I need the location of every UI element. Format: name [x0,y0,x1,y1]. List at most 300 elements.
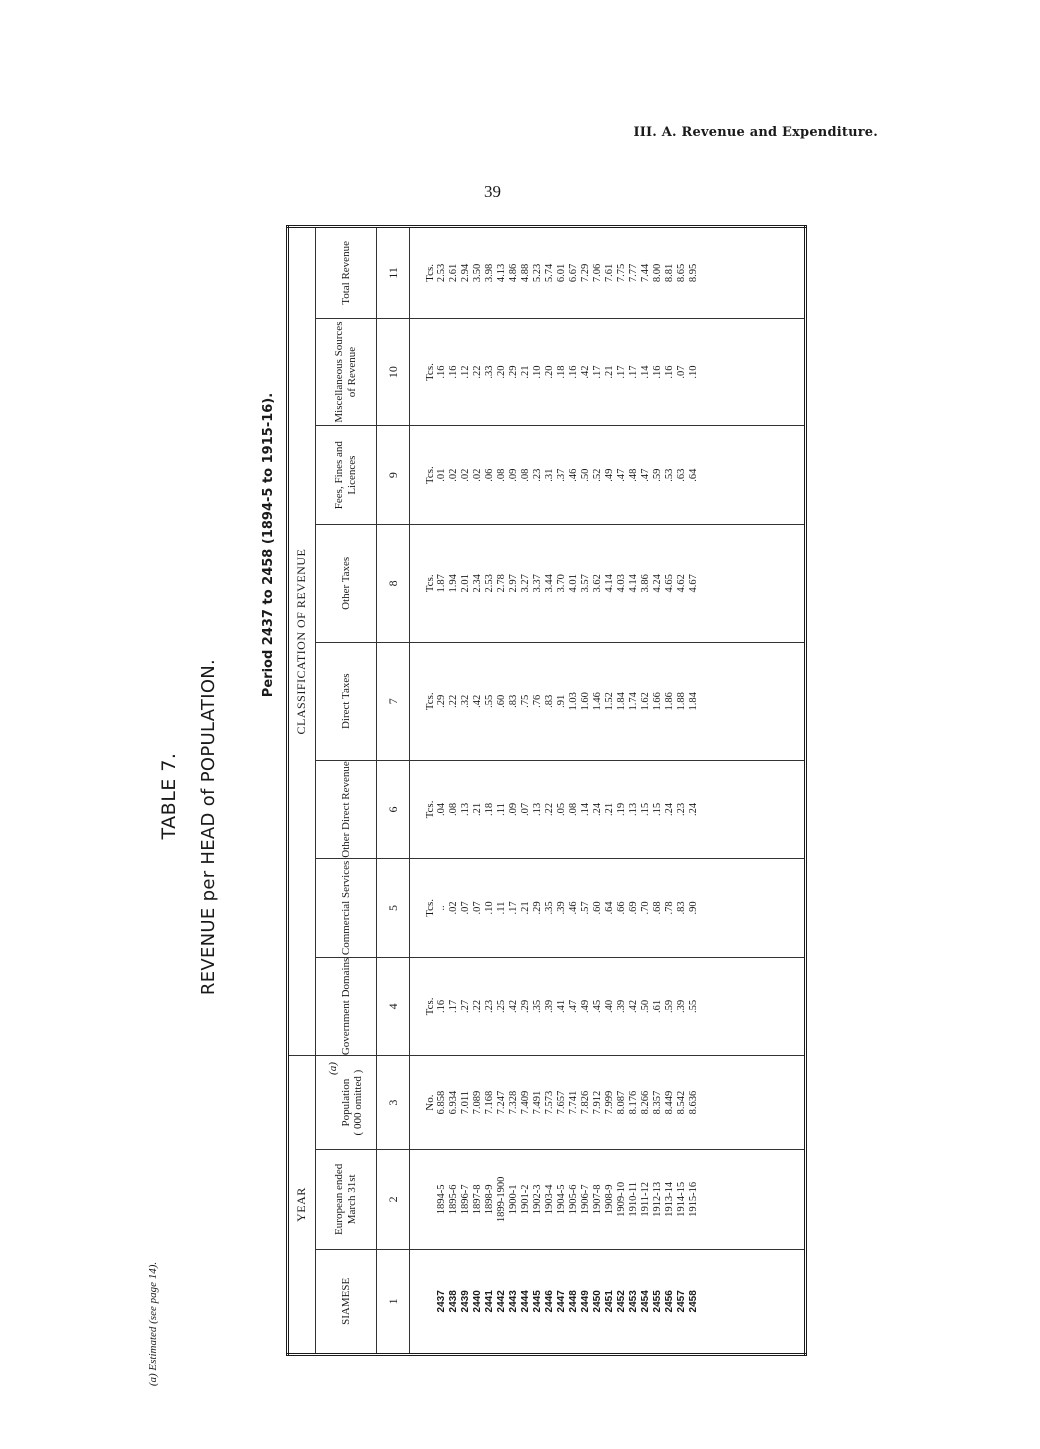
table-row [496,227,508,1355]
table-cell: .42 [628,957,640,1055]
table-cell: 4.14 [604,524,616,642]
table-cell: .63 [676,426,688,524]
table-cell: .29 [436,642,448,760]
table-cell: 2440 [472,1249,484,1354]
table-cell: 1897-8 [472,1150,484,1250]
table-cell: .45 [592,957,604,1055]
column-number: 9 [377,426,410,524]
table-cell: 1.62 [640,642,652,760]
table-row [484,227,496,1355]
empty-cell [700,760,806,858]
table-cell: .64 [688,426,700,524]
table-cell: 2.53 [484,524,496,642]
table-cell: 1.88 [676,642,688,760]
table-cell: .07 [676,318,688,426]
table-cell: 1.87 [436,524,448,642]
table-subtitle: REVENUE per HEAD of POPULATION. [198,658,219,996]
table-cell: 2.94 [460,227,472,319]
empty-cell [700,1150,806,1250]
col-header-other-taxes: Other Taxes [316,524,377,642]
table-cell: 4.14 [628,524,640,642]
unit-label: Tcs. [410,227,437,319]
table-cell: .29 [532,859,544,957]
table-cell: .47 [616,426,628,524]
table-cell: .23 [676,760,688,858]
table-cell: 4.24 [652,524,664,642]
column-number: 3 [377,1056,410,1150]
table-cell: .39 [544,957,556,1055]
col-header-direct-taxes: Direct Taxes [316,642,377,760]
unit-label [410,1150,437,1250]
table-cell: 4.13 [496,227,508,319]
table-cell: .33 [484,318,496,426]
table-cell: .47 [568,957,580,1055]
column-number: 4 [377,957,410,1055]
table-cell: .01 [436,426,448,524]
table-row [520,227,532,1355]
table-cell: .55 [484,642,496,760]
table-cell: .05 [556,760,568,858]
table-cell: 1.66 [652,642,664,760]
table-cell: .21 [604,760,616,858]
table-body [377,227,806,1355]
empty-cell [700,318,806,426]
table-cell: .07 [520,760,532,858]
table-cell: .02 [448,426,460,524]
table-cell: .10 [688,318,700,426]
table-cell: 1911-12 [640,1150,652,1250]
table-cell: .50 [580,426,592,524]
table-cell: .18 [556,318,568,426]
table-cell: .21 [472,760,484,858]
table-cell: .90 [688,859,700,957]
table-cell: 8.449 [664,1056,676,1150]
footnote: (a) Estimated (see page 14). [147,1261,159,1387]
column-number: 11 [377,227,410,319]
table-row [580,227,592,1355]
table-cell: 8.65 [676,227,688,319]
table-row [664,227,676,1355]
table-cell: 2446 [544,1249,556,1354]
column-number: 5 [377,859,410,957]
table-cell: .11 [496,859,508,957]
table-cell: .35 [544,859,556,957]
table-cell: .16 [448,318,460,426]
table-cell: .08 [448,760,460,858]
table-cell: 1.86 [664,642,676,760]
col-header-fees: Fees, Fines and Licences [316,426,377,524]
table-cell: .19 [616,760,628,858]
table-row [676,227,688,1355]
table-cell: 7.77 [628,227,640,319]
table-cell: 2451 [604,1249,616,1354]
table-cell: 1902-3 [532,1150,544,1250]
table-row [556,227,568,1355]
table-cell: 5.74 [544,227,556,319]
table-cell: .39 [556,859,568,957]
table-cell: 8.95 [688,227,700,319]
table-cell: 3.62 [592,524,604,642]
table-row [544,227,556,1355]
empty-cell [700,859,806,957]
table-cell: 4.03 [616,524,628,642]
table-cell: 1.84 [688,642,700,760]
col-header-gov-domains: Government Domains [316,957,377,1055]
table-cell: 1899-1900 [496,1150,508,1250]
table-filler-row [700,227,806,1355]
table-cell: .10 [484,859,496,957]
table-cell: .53 [664,426,676,524]
table-cell: .25 [496,957,508,1055]
empty-cell [700,957,806,1055]
table-cell: .24 [664,760,676,858]
table-cell: 1912-13 [652,1150,664,1250]
table-cell: 3.70 [556,524,568,642]
table-row [436,227,448,1355]
table-cell: 1894-5 [436,1150,448,1250]
table-cell: .32 [460,642,472,760]
table-cell: 1905-6 [568,1150,580,1250]
table-cell: 7.247 [496,1056,508,1150]
table-cell: .16 [652,318,664,426]
unit-label: Tcs. [410,642,437,760]
unit-label: Tcs. [410,957,437,1055]
table-cell: 5.23 [532,227,544,319]
table-cell: 2.34 [472,524,484,642]
table-row [688,227,700,1355]
table-cell: 8.636 [688,1056,700,1150]
table-cell: 4.01 [568,524,580,642]
table-cell: .11 [496,760,508,858]
table-cell: 2442 [496,1249,508,1354]
unit-row [410,227,437,1355]
table-cell: .37 [556,426,568,524]
table-cell: .21 [604,318,616,426]
table-cell: 7.168 [484,1056,496,1150]
unit-label: No. [410,1056,437,1150]
page-number: 39 [484,182,501,201]
table-cell: .17 [628,318,640,426]
empty-cell [700,642,806,760]
table-cell: 7.61 [604,227,616,319]
table-cell: .31 [544,426,556,524]
table-cell: .08 [520,426,532,524]
unit-label: Tcs. [410,524,437,642]
table-cell: .16 [436,318,448,426]
table-cell: .24 [592,760,604,858]
table-cell: .02 [448,859,460,957]
table-cell: .16 [664,318,676,426]
empty-cell [700,524,806,642]
empty-cell [700,1056,806,1150]
table-cell: 7.011 [460,1056,472,1150]
table-cell: 7.06 [592,227,604,319]
table-cell: .08 [496,426,508,524]
table-cell: .. [436,859,448,957]
table-cell: 7.409 [520,1056,532,1150]
table-row [568,227,580,1355]
table-cell: 7.657 [556,1056,568,1150]
table-cell: 2.53 [436,227,448,319]
population-footnote-mark: (a) [327,1062,340,1075]
table-row [652,227,664,1355]
table-cell: .60 [496,642,508,760]
table-cell: .59 [652,426,664,524]
table-row [640,227,652,1355]
table-cell: .78 [664,859,676,957]
table-cell: 2441 [484,1249,496,1354]
table-cell: 4.67 [688,524,700,642]
table-cell: 7.573 [544,1056,556,1150]
table-cell: 2443 [508,1249,520,1354]
table-cell: 4.86 [508,227,520,319]
table-cell: 7.75 [616,227,628,319]
table-cell: 1900-1 [508,1150,520,1250]
table-cell: .24 [688,760,700,858]
table-cell: .46 [568,426,580,524]
table-cell: .17 [448,957,460,1055]
table-cell: .35 [532,957,544,1055]
empty-cell [700,426,806,524]
table-cell: 6.934 [448,1056,460,1150]
unit-label: Tcs. [410,426,437,524]
revenue-table-container [286,225,807,1356]
table-cell: .29 [520,957,532,1055]
table-cell: 2452 [616,1249,628,1354]
table-cell: .47 [640,426,652,524]
table-cell: .17 [508,859,520,957]
table-cell: .75 [520,642,532,760]
table-cell: .21 [520,859,532,957]
table-cell: 8.087 [616,1056,628,1150]
table-cell: .22 [448,642,460,760]
table-cell: 2445 [532,1249,544,1354]
table-cell: 2444 [520,1249,532,1354]
table-cell: 2456 [664,1249,676,1354]
table-cell: .02 [472,426,484,524]
table-cell: 3.98 [484,227,496,319]
population-label: Population [339,1078,352,1127]
table-cell: .04 [436,760,448,858]
table-cell: .10 [532,318,544,426]
table-cell: 2.01 [460,524,472,642]
table-cell: .83 [676,859,688,957]
table-cell: 2453 [628,1249,640,1354]
group-header-year: YEAR [288,1056,316,1355]
table-row [460,227,472,1355]
table-cell: .17 [616,318,628,426]
table-cell: 8.542 [676,1056,688,1150]
col-header-commercial: Commercial Services [316,859,377,957]
table-cell: 1915-16 [688,1150,700,1250]
col-header-european: European ended March 31st [316,1150,377,1250]
table-cell: .39 [676,957,688,1055]
table-cell: 1914-15 [676,1150,688,1250]
table-cell: .40 [604,957,616,1055]
table-cell: 8.81 [664,227,676,319]
table-cell: 1904-5 [556,1150,568,1250]
table-cell: .08 [568,760,580,858]
table-cell: .13 [460,760,472,858]
table-cell: 3.44 [544,524,556,642]
table-row [472,227,484,1355]
col-header-other-direct: Other Direct Revenue [316,760,377,858]
table-cell: 2450 [592,1249,604,1354]
column-number: 2 [377,1150,410,1250]
table-cell: 3.86 [640,524,652,642]
column-number: 8 [377,524,410,642]
table-cell: 2437 [436,1249,448,1354]
table-row [448,227,460,1355]
table-cell: .52 [592,426,604,524]
table-cell: .57 [580,859,592,957]
table-cell: .16 [436,957,448,1055]
table-cell: 2.78 [496,524,508,642]
table-cell: .68 [652,859,664,957]
table-cell: .12 [460,318,472,426]
table-cell: .14 [580,760,592,858]
table-cell: 8.357 [652,1056,664,1150]
table-cell: 1909-10 [616,1150,628,1250]
table-cell: 2458 [688,1249,700,1354]
table-cell: .02 [460,426,472,524]
table-cell: .14 [640,318,652,426]
table-cell: 3.57 [580,524,592,642]
table-cell: .70 [640,859,652,957]
table-cell: .27 [460,957,472,1055]
empty-cell [700,227,806,319]
table-cell: 1910-11 [628,1150,640,1250]
table-cell: .48 [628,426,640,524]
table-cell: 2447 [556,1249,568,1354]
table-cell: .76 [532,642,544,760]
table-cell: .09 [508,426,520,524]
table-cell: .20 [496,318,508,426]
table-cell: 2457 [676,1249,688,1354]
table-cell: 1906-7 [580,1150,592,1250]
col-header-misc: Miscellaneous Sources of Revenue [316,318,377,426]
table-cell: .64 [604,859,616,957]
table-cell: .07 [472,859,484,957]
table-cell: 8.176 [628,1056,640,1150]
table-cell: 7.999 [604,1056,616,1150]
table-cell: 4.65 [664,524,676,642]
table-cell: 1895-6 [448,1150,460,1250]
section-heading: III. A. Revenue and Expenditure. [633,125,878,140]
table-cell: .13 [532,760,544,858]
table-cell: 2455 [652,1249,664,1354]
column-number: 10 [377,318,410,426]
unit-label: Tcs. [410,318,437,426]
table-cell: .42 [580,318,592,426]
table-row [592,227,604,1355]
table-cell: .49 [580,957,592,1055]
table-row [508,227,520,1355]
table-cell: 1.60 [580,642,592,760]
table-cell: .66 [616,859,628,957]
table-cell: 4.62 [676,524,688,642]
table-cell: .29 [508,318,520,426]
table-cell: 6.858 [436,1056,448,1150]
table-cell: 1.52 [604,642,616,760]
table-cell: 7.29 [580,227,592,319]
col-header-total: Total Revenue [316,227,377,319]
unit-label: Tcs. [410,859,437,957]
table-cell: .09 [508,760,520,858]
table-cell: 2.97 [508,524,520,642]
unit-label [410,1249,437,1354]
table-cell: .07 [460,859,472,957]
table-cell: .22 [544,760,556,858]
table-cell: 1.03 [568,642,580,760]
table-cell: .23 [484,957,496,1055]
table-cell: 7.741 [568,1056,580,1150]
table-cell: .50 [640,957,652,1055]
table-title: TABLE 7. [158,752,180,840]
col-header-siamese: SIAMESE [316,1249,377,1354]
table-cell: 6.67 [568,227,580,319]
column-number-row [377,227,410,1355]
table-cell: 7.328 [508,1056,520,1150]
table-row [532,227,544,1355]
table-cell: .22 [472,957,484,1055]
empty-cell [700,1249,806,1354]
table-cell: 2448 [568,1249,580,1354]
table-cell: .21 [520,318,532,426]
table-cell: 7.44 [640,227,652,319]
table-cell: 1903-4 [544,1150,556,1250]
table-cell: .49 [604,426,616,524]
table-cell: 1907-8 [592,1150,604,1250]
column-number: 6 [377,760,410,858]
table-cell: .83 [508,642,520,760]
col-header-population [316,1056,377,1150]
table-cell: 1908-9 [604,1150,616,1250]
table-cell: .91 [556,642,568,760]
table-row [604,227,616,1355]
table-cell: 1913-14 [664,1150,676,1250]
table-cell: .13 [628,760,640,858]
table-cell: .16 [568,318,580,426]
table-cell: 1898-9 [484,1150,496,1250]
table-cell: .22 [472,318,484,426]
table-cell: .60 [592,859,604,957]
table-cell: 2.61 [448,227,460,319]
table-cell: 2454 [640,1249,652,1354]
table-row [616,227,628,1355]
table-cell: .23 [532,426,544,524]
table-cell: 2449 [580,1249,592,1354]
table-cell: .41 [556,957,568,1055]
table-cell: 7.491 [532,1056,544,1150]
table-cell: .15 [652,760,664,858]
table-cell: .55 [688,957,700,1055]
table-cell: 7.912 [592,1056,604,1150]
table-cell: .59 [664,957,676,1055]
table-cell: 7.089 [472,1056,484,1150]
table-cell: 1901-2 [520,1150,532,1250]
table-cell: 3.50 [472,227,484,319]
table-cell: 1.46 [592,642,604,760]
table-cell: 6.01 [556,227,568,319]
table-cell: 1.94 [448,524,460,642]
table-cell: 4.88 [520,227,532,319]
table-row [628,227,640,1355]
period-caption: Period 2437 to 2458 (1894-5 to 1915-16). [261,392,276,698]
table-cell: .17 [592,318,604,426]
table-cell: 2439 [460,1249,472,1354]
population-sub-label: ( 000 omitted ) [352,1069,365,1136]
